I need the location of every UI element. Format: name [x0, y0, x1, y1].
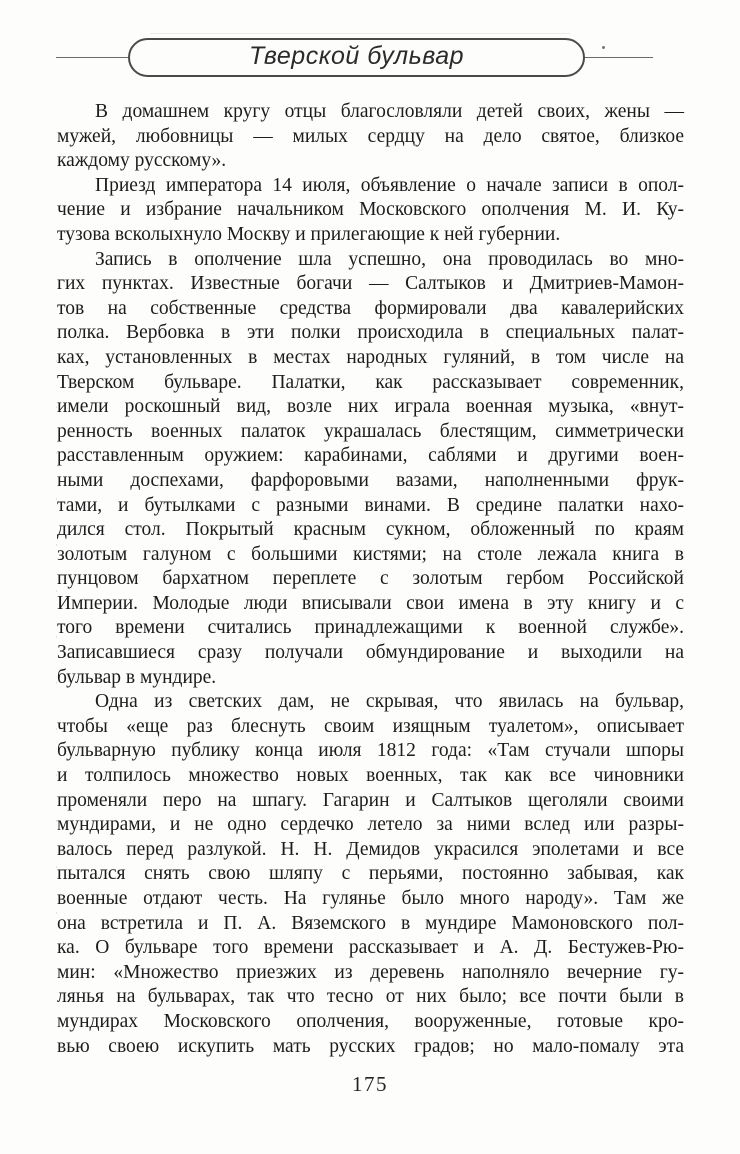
text-line: тузова всколыхнуло Москву и прилегающие к ней губернии.	[57, 223, 561, 245]
text-line: мин: «Множество приезжих из деревень наполняло вечерние гу-	[57, 961, 684, 983]
text-line: Тверском бульваре. Палатки, как рассказывает современник,	[57, 371, 684, 393]
text-line: ка. О бульваре того времени рассказывает и А. Д. Бестужев-Рю-	[57, 937, 684, 959]
chapter-title: Тверской бульвар	[248, 42, 465, 70]
text-line: тами, и бутылками с разными винами. В средине палатки нахо-	[57, 494, 684, 516]
text-line: того времени считались принадлежащими к военной службе».	[57, 617, 684, 639]
text-line: тов на собственные средства формировали два кавалерийских	[57, 297, 684, 319]
text-line: ренность военных палаток украшалась блестящим, симметрически	[57, 420, 684, 442]
paragraph	[57, 174, 684, 248]
text-line: и толпилось множество новых военных, так как все чиновники	[57, 765, 684, 787]
text-line: бульвар в мундире.	[57, 666, 217, 688]
text-line: военные отдают честь. На гулянье было много народу». Там же	[57, 888, 684, 909]
text-line: Записавшиеся сразу получали обмундирование и выходили на	[57, 642, 684, 664]
text-line: чтобы «еще раз блеснуть своим изящным туалетом», описывает	[57, 715, 684, 737]
text-line: золотым галуном с большими кистями; на столе лежала книга в	[57, 543, 684, 565]
scan-artifact-dot	[602, 46, 605, 49]
text-line: она встретила и П. А. Вяземского в мундире Мамоновского пол-	[57, 912, 684, 934]
text-line: имели роскошный вид, возле них играла военная музыка, «внут-	[57, 396, 684, 418]
text-line: лянья на бульварах, так что тесно от них было; все почти были в	[57, 986, 684, 1008]
text-line: Приезд императора 14 июля, объявление о начале записи в опол-	[95, 174, 684, 196]
text-line: променяли перо на шпагу. Гагарин и Салтыков щеголяли своими	[57, 789, 684, 811]
text-line: ными доспехами, фарфоровыми вазами, наполненными фрук-	[57, 469, 684, 491]
text-line: дился стол. Покрытый красным сукном, обложенный по краям	[57, 519, 684, 541]
text-line: полка. Вербовка в эти полки происходила в специальных палат-	[57, 322, 684, 344]
text-line: чение и избрание начальником Московского ополчения М. И. Ку-	[57, 199, 684, 221]
page-number: 175	[352, 1072, 388, 1096]
text-line: Одна из светских дам, не скрывая, что явилась на бульвар,	[95, 691, 684, 713]
scan-artifact-line	[150, 33, 570, 34]
text-block	[57, 100, 684, 1059]
text-line: бульварную публику конца июля 1812 года: «Там стучали шпоры	[57, 740, 684, 762]
text-line: Запись в ополчение шла успешно, она проводилась во мно-	[95, 248, 684, 270]
text-line: валось перед разлукой. Н. Н. Демидов украсился эполетами и все	[57, 838, 684, 860]
text-line: расставленным оружием: карабинами, саблями и другими воен-	[57, 445, 684, 467]
text-line: каждому русскому».	[57, 150, 227, 172]
text-line: ках, установленных в местах народных гуляний, в том числе на	[57, 346, 684, 368]
paragraph	[57, 100, 684, 174]
chapter-title-pill	[128, 38, 585, 77]
text-line: пытался снять свою шляпу с перьями, постоянно забывая, как	[57, 863, 684, 885]
text-line: Империи. Молодые люди вписывали свои имена в эту книгу и с	[57, 592, 684, 614]
paragraph	[57, 248, 684, 691]
paragraph	[57, 690, 684, 1059]
text-line: пунцовом бархатном переплете с золотым гербом Российской	[57, 568, 684, 590]
text-line: вью своею искупить мать русских градов; но мало-помалу эта	[57, 1035, 684, 1057]
text-line: гих пунктах. Известные богачи — Салтыков и Дмитриев-Мамон-	[57, 273, 684, 295]
text-line: В домашнем кругу отцы благословляли детей своих, жены —	[95, 101, 684, 122]
text-line: мундирами, и не одно сердечко летело за ними вслед или разры-	[57, 814, 684, 836]
chapter-header	[0, 0, 740, 95]
text-line: мундирах Московского ополчения, вооруженные, готовые кро-	[57, 1010, 684, 1032]
text-line: мужей, любовницы — милых сердцу на дело святое, близкое	[57, 125, 684, 147]
